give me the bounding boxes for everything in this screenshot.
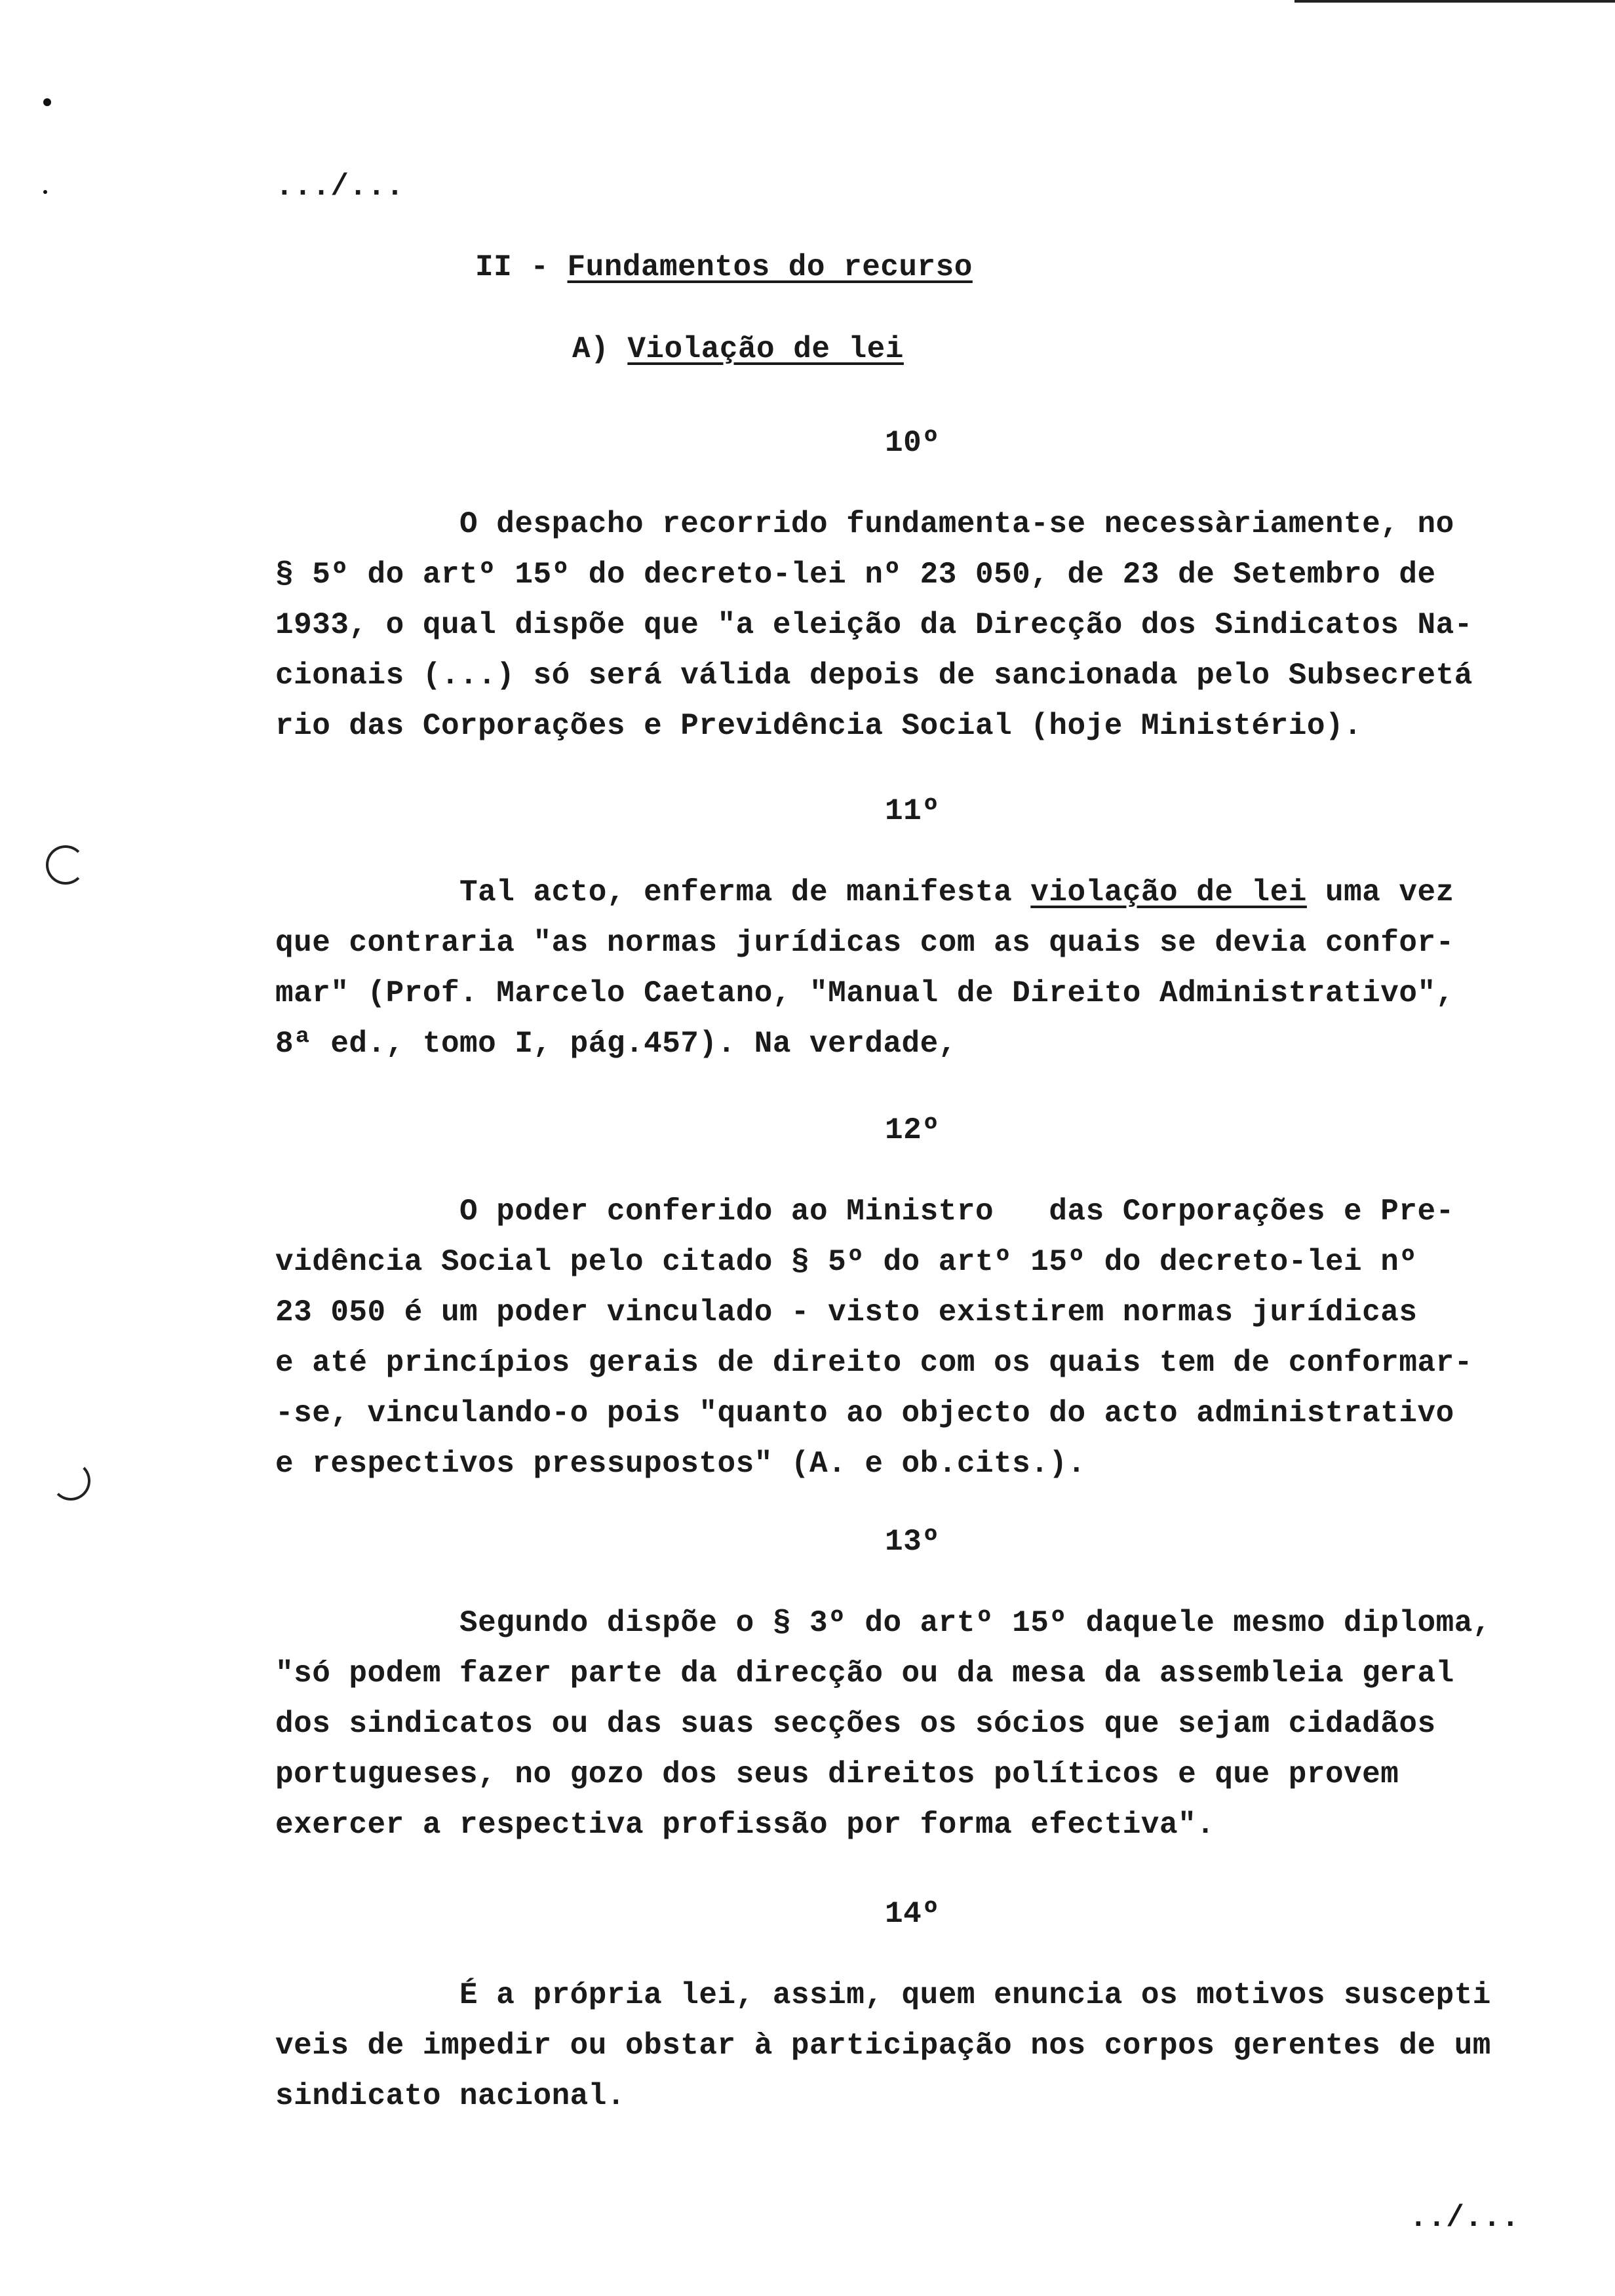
- paragraph-line: [275, 2081, 625, 2111]
- paragraph-line: [275, 928, 1454, 958]
- line-text: exercer a respectiva profissão por forma efectiva".: [275, 1808, 1215, 1842]
- line-text: Segundo dispõe o § 3º do artº 15º daquele mesmo diploma,: [275, 1606, 1491, 1640]
- line-text: veis de impedir ou obstar à participação nos corpos gerentes de um: [275, 2029, 1491, 2063]
- paragraph-line: [275, 1810, 1215, 1840]
- paragraph-line: [275, 1709, 1436, 1739]
- subsection-letter: A): [572, 332, 628, 366]
- line-text: que contraria "as normas jurídicas com as quais se devia confor-: [275, 926, 1454, 960]
- paragraph-line: [275, 509, 1454, 539]
- paragraph-line: [275, 711, 1362, 741]
- line-text: 23 050 é um poder vinculado - visto existirem normas jurídicas: [275, 1295, 1418, 1330]
- paragraph-line: [275, 1608, 1491, 1638]
- subsection-heading: [572, 334, 904, 364]
- line-text: cionais (...) só será válida depois de sancionada pelo Subsecretá: [275, 659, 1473, 693]
- top-edge-rule: [1294, 0, 1615, 3]
- line-text: rio das Corporações e Previdência Social (hoje Ministério).: [275, 709, 1363, 743]
- paragraph-line: [275, 560, 1436, 590]
- line-text: portugueses, no gozo dos seus direitos políticos e que provem: [275, 1757, 1399, 1791]
- line-text: O despacho recorrido fundamenta-se necessàriamente, no: [275, 507, 1454, 541]
- line-text: O poder conferido ao Ministro das Corporações e Pre-: [275, 1195, 1454, 1229]
- section-heading: [475, 252, 973, 282]
- paragraph-line: [275, 1449, 1086, 1479]
- section-title: Fundamentos do recurso: [567, 250, 973, 284]
- line-text: É a própria lei, assim, quem enuncia os motivos suscepti: [275, 1978, 1491, 2012]
- margin-mark: [51, 1461, 90, 1501]
- paragraph-line: [275, 1759, 1399, 1789]
- subsection-title: Violação de lei: [627, 332, 904, 366]
- paragraph-line: [275, 1029, 957, 1059]
- line-text: Tal acto, enferma de manifesta: [275, 875, 1031, 909]
- paragraph-line: [275, 978, 1454, 1008]
- paragraph-number: 12º: [885, 1113, 941, 1147]
- paragraph-line: [275, 1658, 1454, 1689]
- line-text: § 5º do artº 15º do decreto-lei nº 23 050, de 23 de Setembro de: [275, 558, 1436, 592]
- paragraph-number: 10º: [885, 426, 941, 460]
- line-text: 8ª ed., tomo I, pág.457). Na verdade,: [275, 1027, 957, 1061]
- paragraph-number: 14º: [885, 1897, 941, 1931]
- paragraph-line: [275, 660, 1473, 691]
- paragraph-line: [275, 877, 1454, 908]
- section-number: II -: [475, 250, 568, 284]
- paragraph-number: 13º: [885, 1525, 941, 1559]
- paragraph-number: 11º: [885, 794, 941, 828]
- line-text: mar" (Prof. Marcelo Caetano, "Manual de Direito Administrativo",: [275, 976, 1454, 1010]
- line-text: vidência Social pelo citado § 5º do artº 15º do decreto-lei nº: [275, 1245, 1418, 1279]
- footer-continuation: ../...: [1409, 2201, 1520, 2235]
- paragraph-line: [275, 1196, 1454, 1227]
- underlined-phrase: violação de lei: [1030, 875, 1307, 909]
- paragraph-line: [275, 1297, 1417, 1328]
- paragraph-line: [275, 1348, 1473, 1378]
- line-text: e respectivos pressupostos" (A. e ob.cits.).: [275, 1447, 1086, 1481]
- line-text: dos sindicatos ou das suas secções os sócios que sejam cidadãos: [275, 1707, 1436, 1741]
- line-text: uma vez: [1306, 875, 1454, 909]
- line-text: sindicato nacional.: [275, 2079, 625, 2113]
- paragraph-line: [275, 610, 1473, 640]
- paragraph-line: [275, 1247, 1417, 1277]
- paragraph-line: [275, 2031, 1491, 2061]
- margin-dot: [43, 190, 47, 194]
- paragraph-line: [275, 1980, 1491, 2010]
- margin-dot: [43, 98, 51, 106]
- line-text: 1933, o qual dispõe que "a eleição da Direcção dos Sindicatos Na-: [275, 608, 1473, 642]
- line-text: "só podem fazer parte da direcção ou da mesa da assembleia geral: [275, 1656, 1454, 1691]
- line-text: -se, vinculando-o pois "quanto ao objecto do acto administrativo: [275, 1396, 1454, 1430]
- line-text: e até princípios gerais de direito com os quais tem de conformar-: [275, 1346, 1473, 1380]
- margin-mark: [46, 845, 85, 885]
- header-continuation: .../...: [275, 170, 404, 204]
- paragraph-line: [275, 1398, 1454, 1428]
